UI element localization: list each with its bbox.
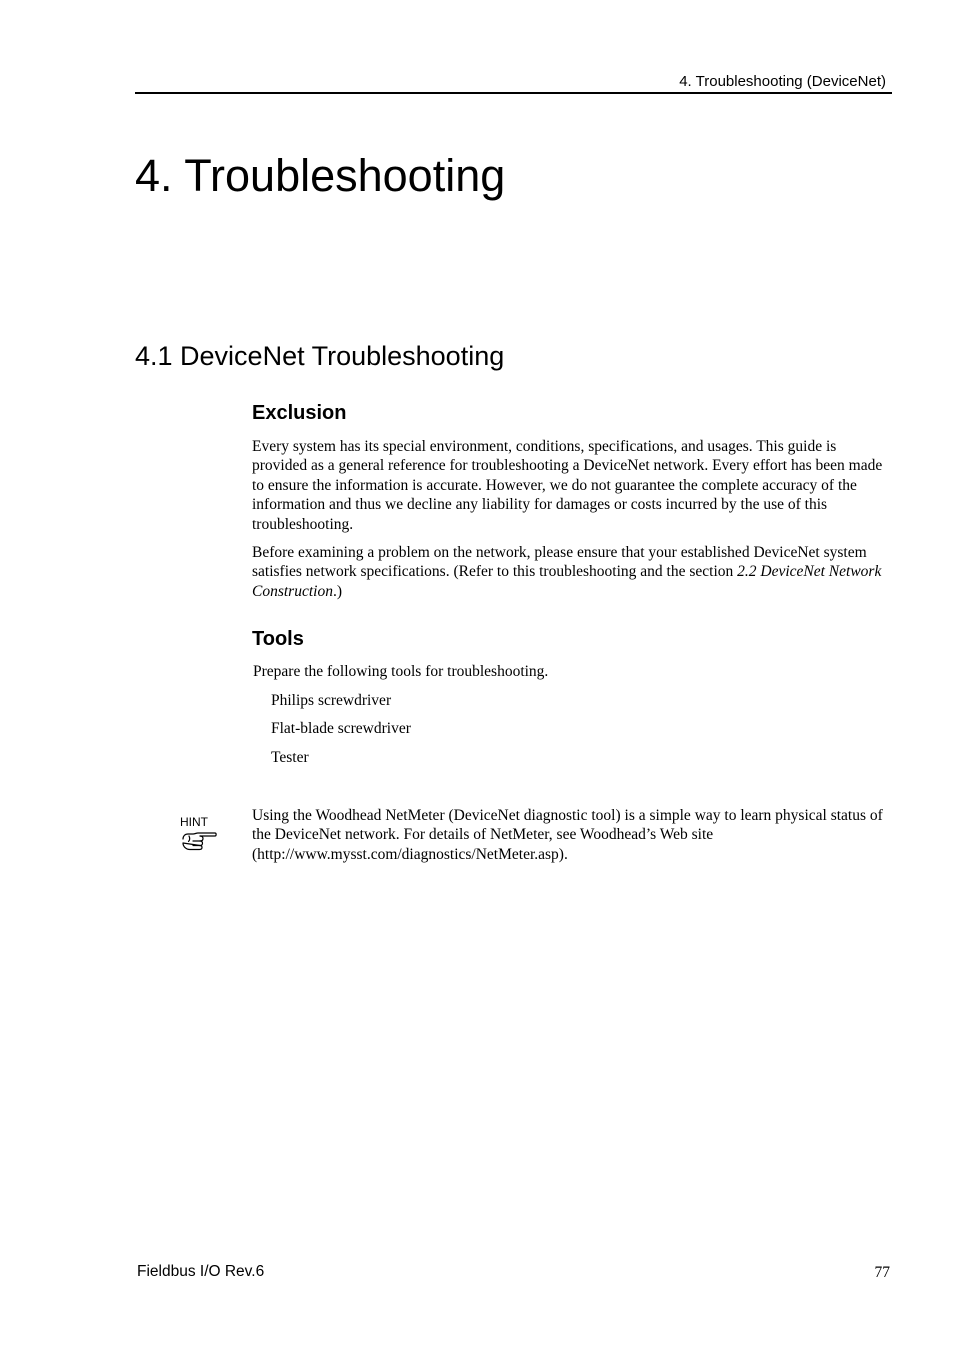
- footer-manual-title: Fieldbus I/O Rev.6: [137, 1263, 265, 1280]
- section-title: 4.1 DeviceNet Troubleshooting: [135, 341, 505, 371]
- exclusion-paragraph-2: [252, 543, 888, 601]
- exclusion-paragraph-1: Every system has its special environment, conditions, specifications, and usages. This guide is provided as a general reference for troubleshooting a DeviceNet network. Every effort has been made to ensure the information is accurate. However, we do not guarantee the complete accuracy of the information and thus we decline any liability for damages or costs incurred by the use of this troubleshooting.: [252, 438, 883, 533]
- exclusion-paragraph-2-end: .): [332, 582, 342, 600]
- chapter-title: 4. Troubleshooting: [135, 150, 506, 201]
- tool-list-item: Flat-blade screwdriver: [271, 720, 411, 737]
- hint-text: Using the Woodhead NetMeter (DeviceNet diagnostic tool) is a simple way to learn physical status of the DeviceNet network. For details of NetMeter, see Woodhead’s Web site (http://www.mysst.com/diagnostics/NetMeter.asp).: [252, 807, 883, 863]
- page-number: 77: [874, 1264, 890, 1281]
- tool-list-item: Philips screwdriver: [271, 692, 392, 709]
- tools-intro: Prepare the following tools for troubleshooting.: [253, 663, 549, 680]
- hint-label: HINT: [180, 815, 208, 829]
- section-reference: 2.2 DeviceNet Network Construction: [252, 563, 882, 600]
- running-header-title: 4. Troubleshooting (DeviceNet): [679, 73, 886, 90]
- tool-list-item: Tester: [271, 749, 309, 766]
- exclusion-heading: Exclusion: [252, 402, 347, 424]
- tools-heading: Tools: [252, 628, 304, 650]
- running-header: [135, 72, 892, 94]
- exclusion-paragraph-2-text: Before examining a problem on the network, please ensure that your established DeviceNet system satisfies network specifications. (Refer to this troubleshooting and the section: [252, 544, 867, 581]
- pointing-hand-icon: [180, 830, 218, 852]
